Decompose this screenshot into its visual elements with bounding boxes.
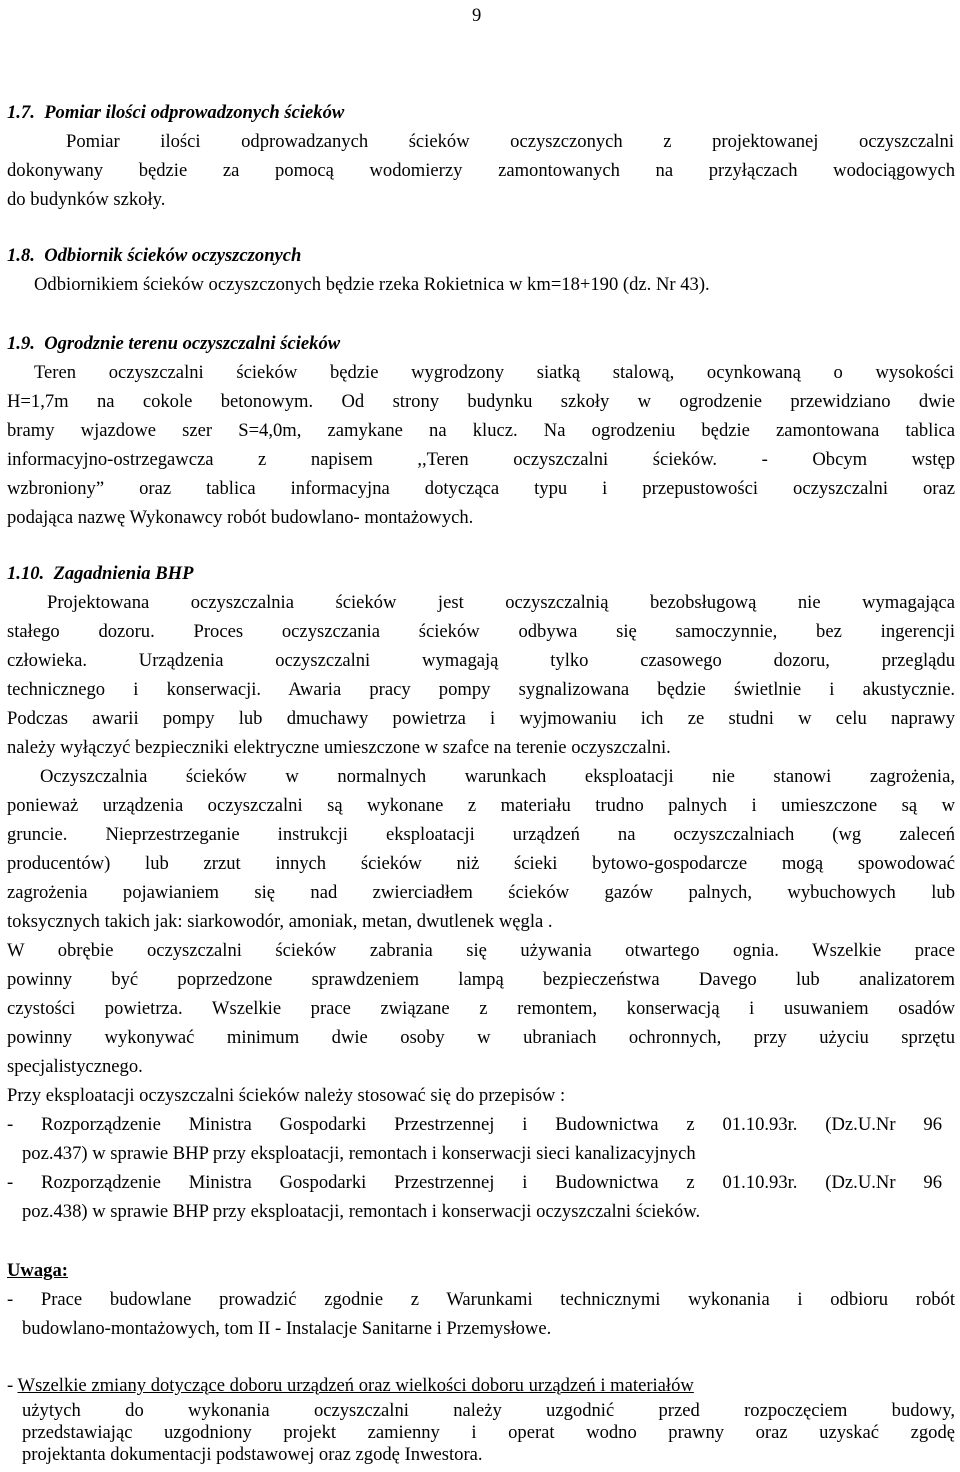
note-line: przedstawiając uzgodniony projekt zamienny i operat wodno prawny oraz uzyskać zgodę: [22, 1422, 955, 1443]
regulation-line: - Rozporządzenie Ministra Gospodarki Przestrzennej i Budownictwa z 01.10.93r. (Dz.U.Nr 96: [7, 1172, 942, 1193]
paragraph-line: bramy wjazdowe szer S=4,0m, zamykane na klucz. Na ogrodzeniu będzie zamontowana tablica: [7, 420, 955, 441]
heading-title: Odbiornik ścieków oczyszczonych: [44, 245, 302, 266]
paragraph-line: Oczyszczalnia ścieków w normalnych warunkach eksploatacji nie stanowi zagrożenia,: [40, 766, 955, 787]
note-line: użytych do wykonania oczyszczalni należy uzgodnić przed rozpoczęciem budowy,: [22, 1400, 955, 1421]
paragraph-line: do budynków szkoły.: [7, 189, 166, 210]
paragraph-line: toksycznych takich jak: siarkowodór, amoniak, metan, dwutlenek węgla .: [7, 911, 553, 932]
paragraph-line: producentów) lub zrzut innych ścieków niż ścieki bytowo-gospodarcze mogą spowodować: [7, 853, 955, 874]
paragraph-line: Odbiornikiem ścieków oczyszczonych będzie rzeka Rokietnica w km=18+190 (dz. Nr 43).: [34, 274, 710, 295]
paragraph-line: technicznego i konserwacji. Awaria pracy pompy sygnalizowana będzie świetlnie i akustycznie.: [7, 679, 955, 700]
paragraph-line: Projektowana oczyszczalnia ścieków jest oczyszczalnią bezobsługową nie wymagająca: [47, 592, 955, 613]
heading-1-9: [7, 329, 340, 358]
paragraph-line: powinny wykonywać minimum dwie osoby w ubraniach ochronnych, przy użyciu sprzętu: [7, 1027, 955, 1048]
paragraph-line: H=1,7m na cokole betonowym. Od strony budynku szkoły w ogrodzenie przewidziano dwie: [7, 391, 955, 412]
heading-1-7: [7, 98, 344, 127]
page-number: 9: [472, 5, 482, 26]
paragraph-line: czystości powietrza. Wszelkie prace związane z remontem, konserwacją i usuwaniem osadów: [7, 998, 955, 1019]
paragraph-line: informacyjno-ostrzegawcza z napisem ,,Teren oczyszczalni ścieków. - Obcym wstęp: [7, 449, 955, 470]
paragraph-line: człowieka. Urządzenia oczyszczalni wymagają tylko czasowego dozoru, przeglądu: [7, 650, 955, 671]
heading-number: 1.8.: [7, 245, 35, 266]
paragraph-line: dokonywany będzie za pomocą wodomierzy zamontowanych na przyłączach wodociągowych: [7, 160, 955, 181]
paragraph-line: powinny być poprzedzone sprawdzeniem lampą bezpieczeństwa Davego lub analizatorem: [7, 969, 955, 990]
paragraph-line: W obrębie oczyszczalni ścieków zabrania się używania otwartego ognia. Wszelkie prace: [7, 940, 955, 961]
note-line: projektanta dokumentacji podstawowej oraz zgodę Inwestora.: [22, 1444, 483, 1465]
paragraph-line: Podczas awarii pompy lub dmuchawy powietrza i wyjmowaniu ich ze studni w celu naprawy: [7, 708, 955, 729]
heading-number: 1.10.: [7, 563, 45, 584]
paragraph-line: stałego dozoru. Proces oczyszczania ścieków odbywa się samoczynnie, bez ingerencji: [7, 621, 955, 642]
paragraph-line: ponieważ urządzenia oczyszczalni są wykonane z materiału trudno palnych i umieszczone są w: [7, 795, 955, 816]
note-line: budowlano-montażowych, tom II - Instalacje Sanitarne i Przemysłowe.: [22, 1318, 552, 1339]
paragraph-line: należy wyłączyć bezpieczniki elektryczne umieszczone w szafce na terenie oczyszczalni.: [7, 737, 671, 758]
note-dash: -: [7, 1375, 18, 1396]
heading-title: Ogrodznie terenu oczyszczalni ścieków: [44, 333, 341, 354]
heading-number: 1.7.: [7, 102, 35, 123]
regulation-line: poz.437) w sprawie BHP przy eksploatacji, remontach i konserwacji sieci kanalizacyjnych: [22, 1143, 696, 1164]
regulation-line: - Rozporządzenie Ministra Gospodarki Przestrzennej i Budownictwa z 01.10.93r. (Dz.U.Nr 96: [7, 1114, 942, 1135]
heading-title: Zagadnienia BHP: [53, 563, 194, 584]
paragraph-line: gruncie. Nieprzestrzeganie instrukcji eksploatacji urządzeń na oczyszczalniach (wg zaleceń: [7, 824, 955, 845]
heading-number: 1.9.: [7, 333, 35, 354]
paragraph-line: Pomiar ilości odprowadzanych ścieków oczyszczonych z projektowanej oczyszczalni: [66, 131, 954, 152]
note-line: - Prace budowlane prowadzić zgodnie z Warunkami technicznymi wykonania i odbioru robót: [7, 1289, 955, 1310]
paragraph-line: podająca nazwę Wykonawcy robót budowlano- montażowych.: [7, 507, 474, 528]
paragraph-line: wzbroniony” oraz tablica informacyjna dotycząca typu i przepustowości oczyszczalni oraz: [7, 478, 955, 499]
heading-1-8: [7, 241, 301, 270]
paragraph-line: Przy eksploatacji oczyszczalni ścieków należy stosować się do przepisów :: [7, 1085, 566, 1106]
note-label: Uwaga:: [7, 1260, 68, 1281]
paragraph-line: Teren oczyszczalni ścieków będzie wygrodzony siatką stalową, ocynkowaną o wysokości: [34, 362, 954, 383]
paragraph-line: specjalistycznego.: [7, 1056, 143, 1077]
note-underlined-text: Wszelkie zmiany dotyczące doboru urządzeń oraz wielkości doboru urządzeń i materiałów: [17, 1375, 694, 1396]
regulation-line: poz.438) w sprawie BHP przy eksploatacji, remontach i konserwacji oczyszczalni ścieków.: [22, 1201, 701, 1222]
heading-1-10: [7, 559, 193, 588]
heading-title: Pomiar ilości odprowadzonych ścieków: [44, 102, 345, 123]
paragraph-line: zagrożenia pojawianiem się nad zwierciadłem ścieków gazów palnych, wybuchowych lub: [7, 882, 955, 903]
